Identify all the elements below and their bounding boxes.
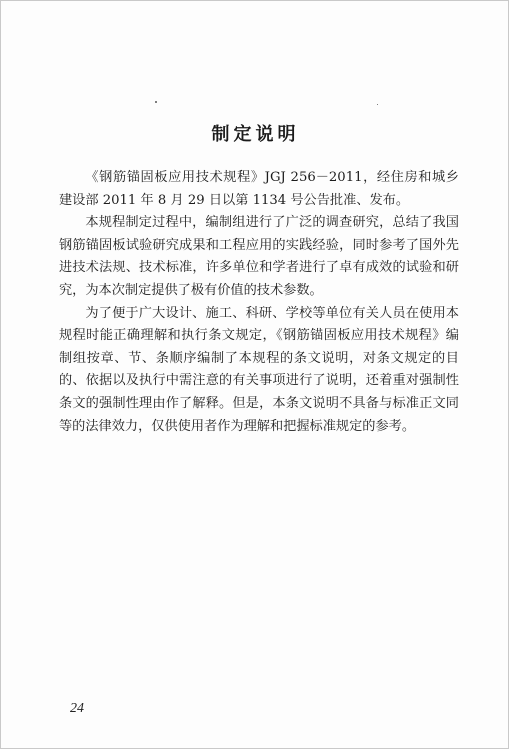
paragraph: 为了便于广大设计、施工、科研、学校等单位有关人员在使用本规程时能正确理解和执行条文规定，《钢筋锚固板应用技术规程》编制组按章、节、条顺序编制了本规程的条文说明，对条文规定的目的、依据以及执行中需注意的有关事项进行了说明，还着重对强制性条文的强制性理由作了解释。但是，本条文说明不具备与标准正文同等的法律效力，仅供使用者作为理解和把握标准规定的参考。 bbox=[59, 305, 459, 434]
scan-speck bbox=[155, 101, 157, 103]
body-text bbox=[59, 167, 459, 438]
page-number: 24 bbox=[70, 701, 84, 716]
paragraph: 《钢筋锚固板应用技术规程》JGJ 256－2011，经住房和城乡建设部 2011 年 8 月 29 日以第 1134 号公告批准、发布。 bbox=[59, 170, 459, 208]
paragraph: 本规程制定过程中，编制组进行了广泛的调查研究，总结了我国钢筋锚固板试验研究成果和工程应用的实践经验，同时参考了国外先进技术法规、技术标准，许多单位和学者进行了卓有成效的试验和研究，为本次制定提供了极有价值的技术参数。 bbox=[59, 215, 459, 298]
scan-speck bbox=[377, 104, 378, 105]
page-title: 制定说明 bbox=[211, 124, 300, 145]
